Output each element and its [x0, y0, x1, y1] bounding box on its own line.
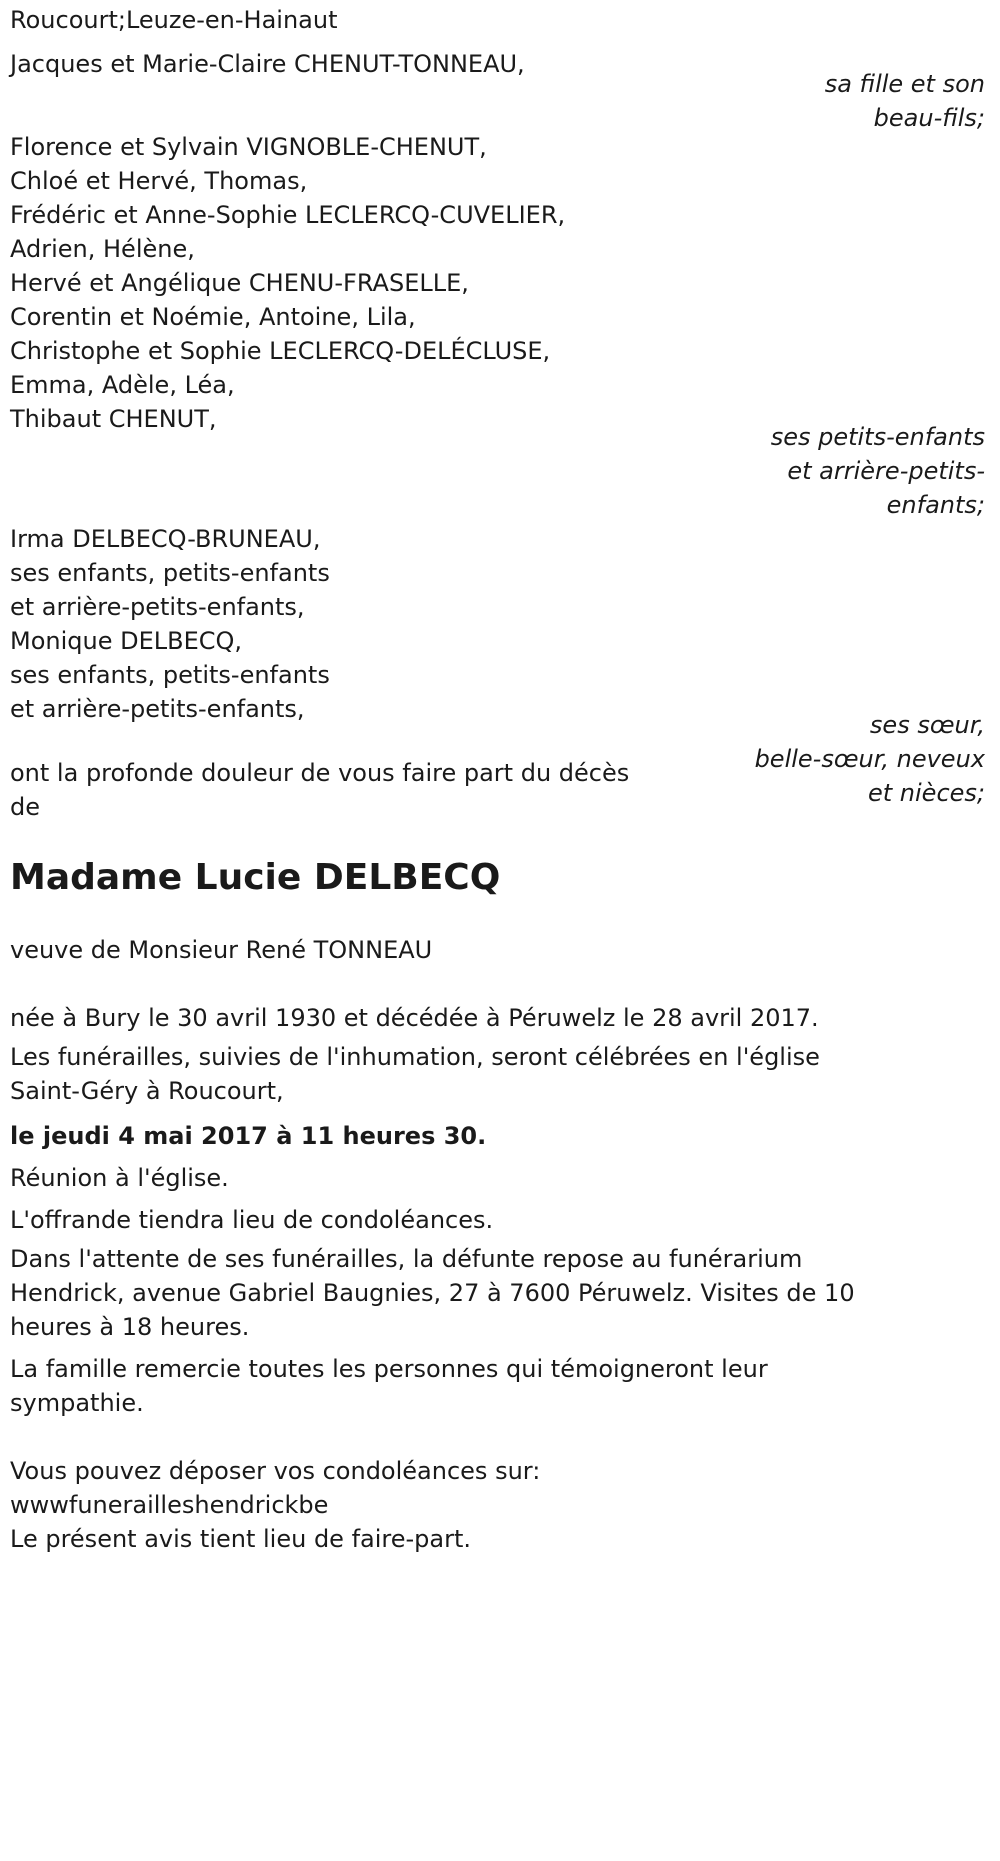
- announcement: ont la profonde douleur de vous faire part du décès de: [10, 759, 630, 821]
- condolences-section: [10, 1454, 540, 1556]
- family-group-grandchildren: Florence et Sylvain VIGNOBLE-CHENUT, Chloé et Hervé, Thomas, Frédéric et Anne-Sophie LECLERCQ-CUVELIER, Adrien, Hélène, Hervé et Angélique CHENU-FRASELLE, Corentin et Noémie, Antoine, Lila, Christophe et Sophie LECLERCQ-DELÉCLUSE, Emma, Adèle, Léa, Thibaut CHENUT,: [10, 133, 566, 433]
- relation-grandchildren: ses petits-enfants et arrière-petits- enfants;: [770, 423, 985, 519]
- relation-daughter: sa fille et son beau-fils;: [824, 70, 985, 132]
- condolences-label: Vous pouvez déposer vos condoléances sur:: [10, 1457, 541, 1485]
- meeting-place: Réunion à l'église.: [10, 1164, 229, 1192]
- family-group-sister: Irma DELBECQ-BRUNEAU, ses enfants, petits-enfants et arrière-petits-enfants, Monique DELBECQ, ses enfants, petits-enfants et arrière-petits-enfants,: [10, 525, 330, 723]
- birth-death: née à Bury le 30 avril 1930 et décédée à Péruwelz le 28 avril 2017.: [10, 1004, 819, 1032]
- funeral-home-info: Dans l'attente de ses funérailles, la défunte repose au funérarium Hendrick, avenue Gabriel Baugnies, 27 à 7600 Péruwelz. Visites de 10 heures à 18 heures.: [10, 1245, 855, 1341]
- location-line: Roucourt;Leuze-en-Hainaut: [10, 6, 338, 34]
- family-names: Jacques et Marie-Claire CHENUT-TONNEAU,: [10, 50, 525, 78]
- deceased-name: Madame Lucie DELBECQ: [10, 857, 501, 898]
- family-thanks: La famille remercie toutes les personnes qui témoigneront leur sympathie.: [10, 1355, 768, 1417]
- condolences-site-link[interactable]: wwwfunerailleshendrickbe: [10, 1491, 329, 1519]
- offering-note: L'offrande tiendra lieu de condoléances.: [10, 1206, 494, 1234]
- funeral-info: Les funérailles, suivies de l'inhumation, seront célébrées en l'église Saint-Géry à Roucourt,: [10, 1043, 820, 1105]
- notice-line: Le présent avis tient lieu de faire-part.: [10, 1525, 472, 1553]
- funeral-date: le jeudi 4 mai 2017 à 11 heures 30.: [10, 1122, 487, 1150]
- relation-sister: ses sœur, belle-sœur, neveux et nièces;: [754, 711, 985, 807]
- widow-of: veuve de Monsieur René TONNEAU: [10, 936, 433, 964]
